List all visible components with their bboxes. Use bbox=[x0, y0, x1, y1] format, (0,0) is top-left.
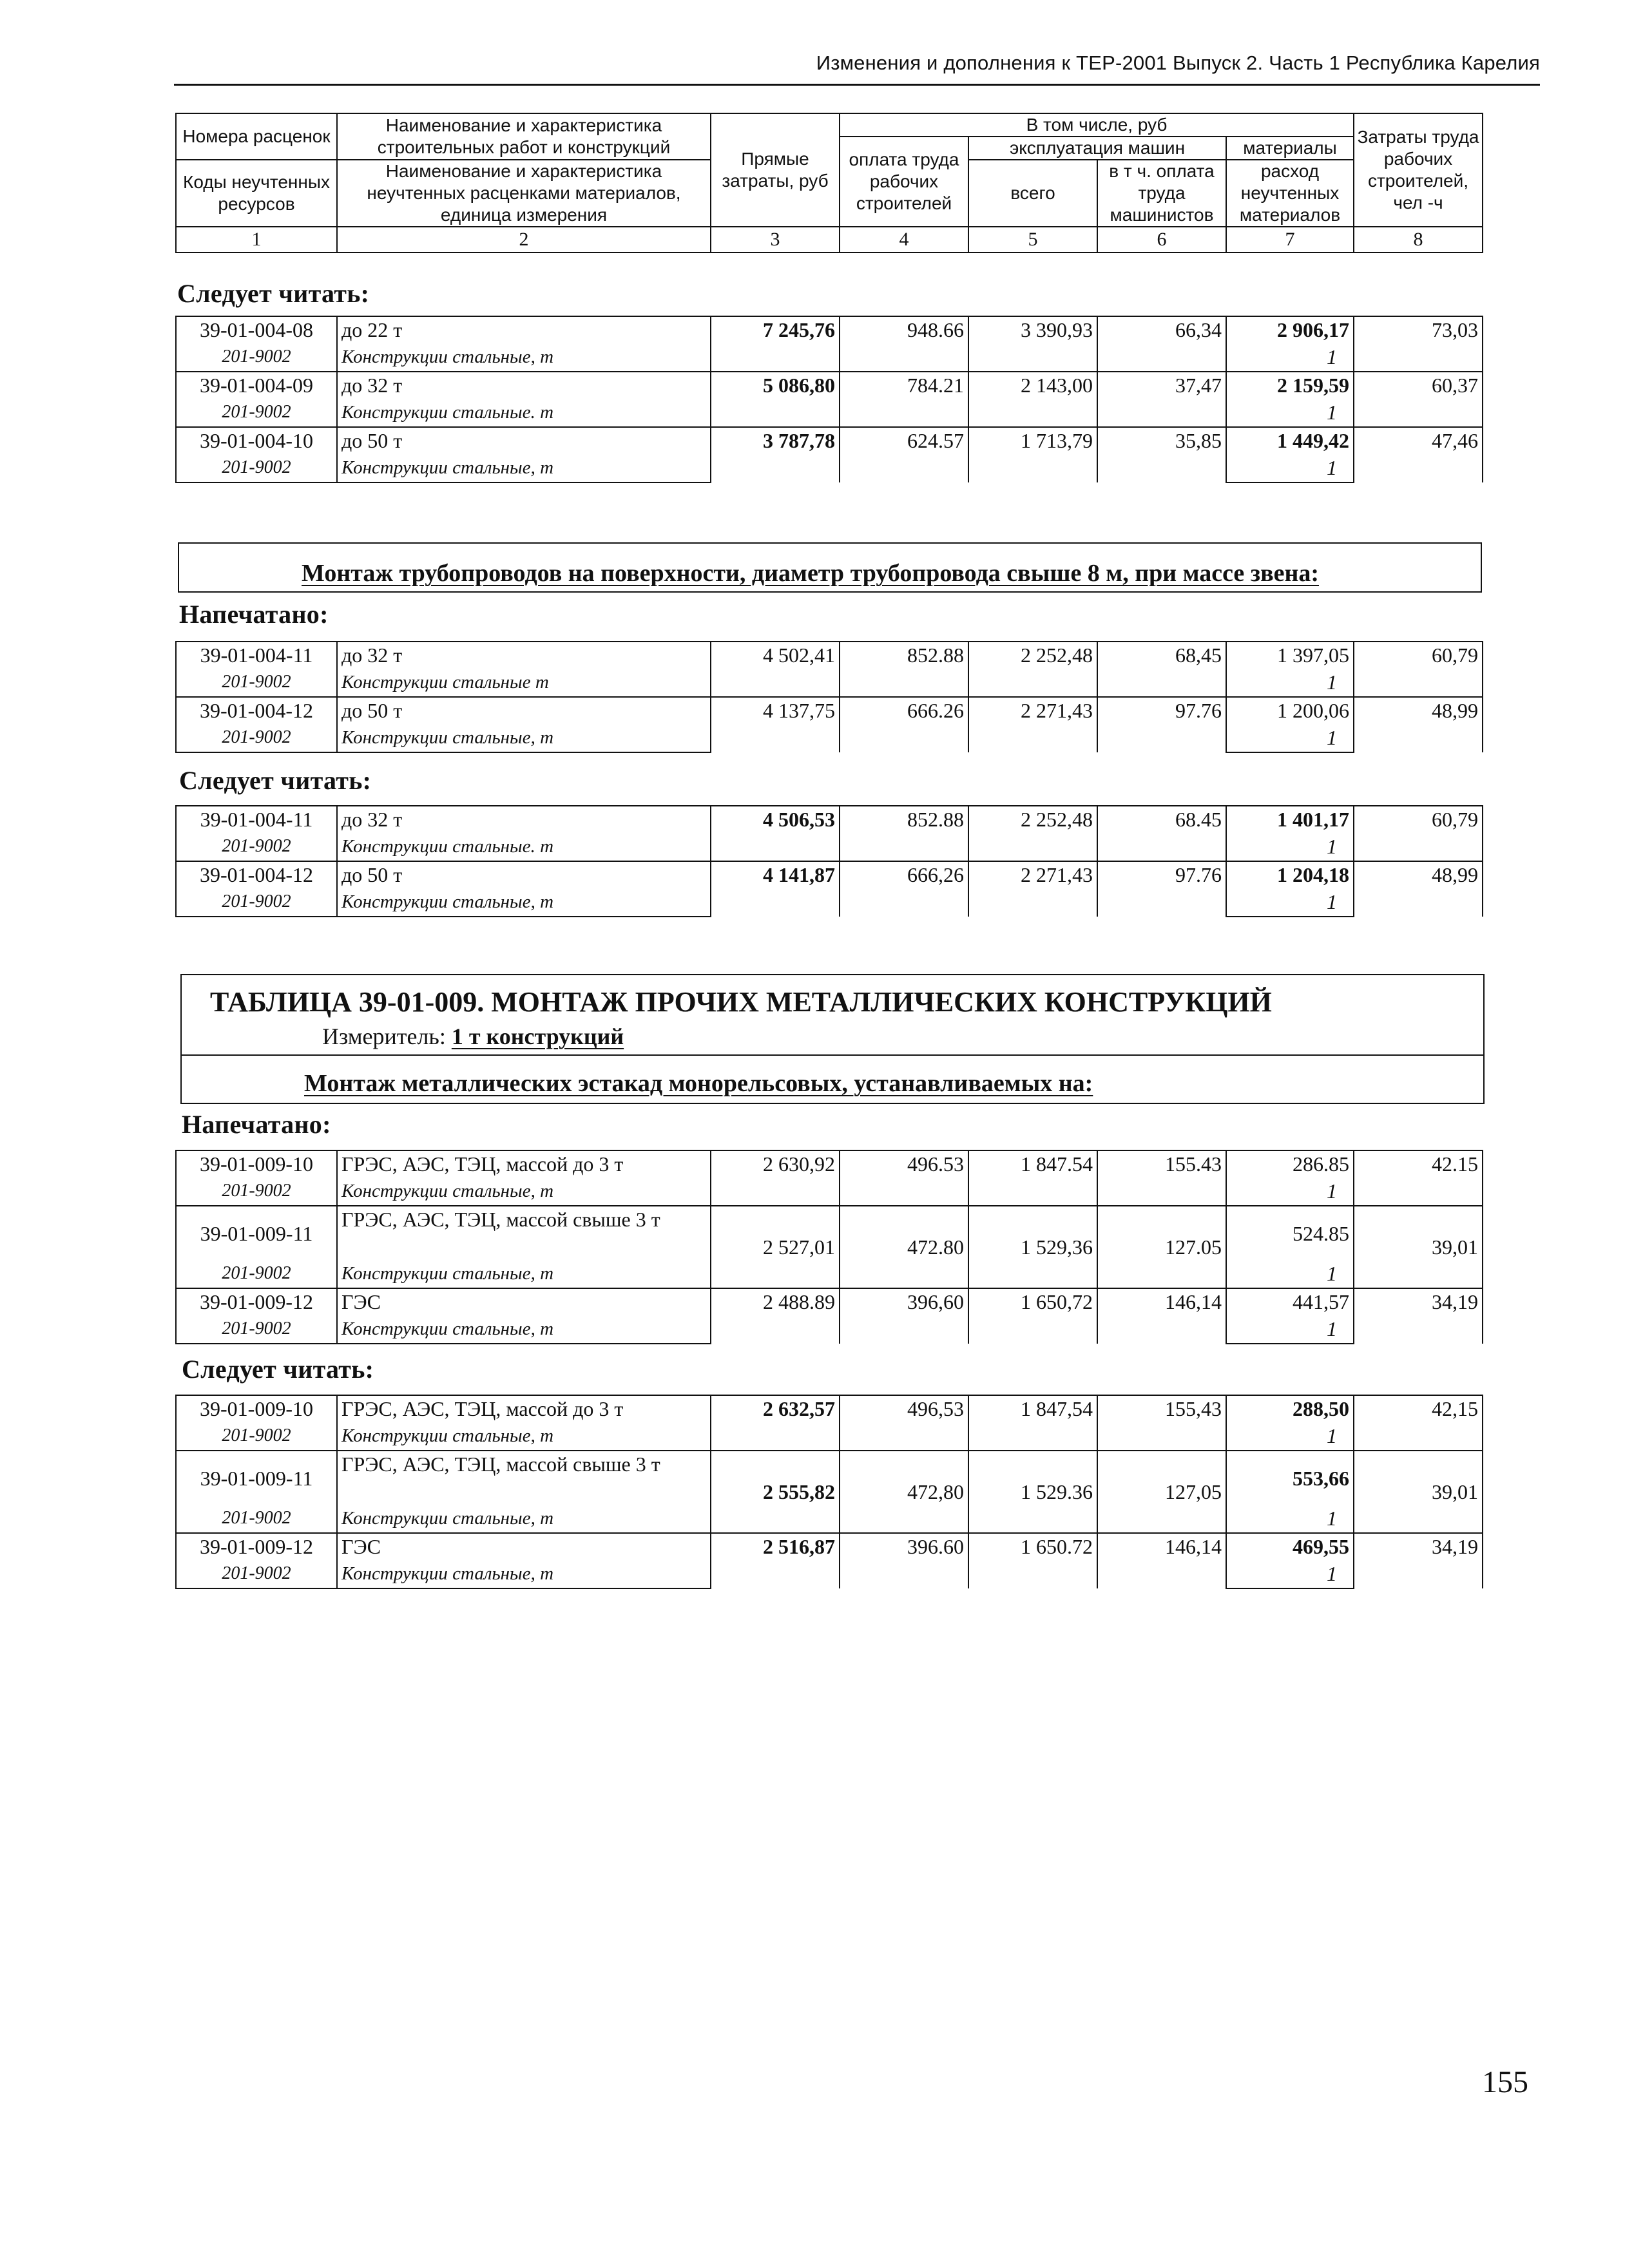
worker-wages: 852.88 bbox=[840, 806, 968, 861]
direct-costs: 2 516,87 bbox=[711, 1533, 840, 1588]
rate-code: 39-01-009-11 bbox=[176, 1206, 337, 1261]
rate-row-group bbox=[176, 1206, 1483, 1288]
resource-code: 201-9002 bbox=[176, 1178, 337, 1206]
rate-code: 39-01-009-11 bbox=[176, 1451, 337, 1505]
materials-cost: 469,55 bbox=[1226, 1533, 1354, 1561]
labor-hours: 39,01 bbox=[1354, 1451, 1483, 1533]
material-usage: 1 bbox=[1226, 399, 1354, 427]
materials-cost: 2 159,59 bbox=[1226, 372, 1354, 399]
materials-cost: 1 401,17 bbox=[1226, 806, 1354, 834]
rate-name: ГРЭС, АЭС, ТЭЦ, массой свыше 3 т bbox=[337, 1451, 711, 1505]
rates-table-a bbox=[175, 316, 1483, 483]
labor-hours: 39,01 bbox=[1354, 1206, 1483, 1288]
worker-wages: 472,80 bbox=[840, 1451, 968, 1533]
rate-row-group bbox=[176, 806, 1483, 861]
materials-cost: 1 200,06 bbox=[1226, 697, 1354, 725]
resource-code: 201-9002 bbox=[176, 725, 337, 752]
resource-name: Конструкции стальные, т bbox=[337, 1561, 711, 1588]
header-machines-total: всего bbox=[968, 160, 1097, 227]
machinist-wages: 155.43 bbox=[1097, 1150, 1226, 1206]
labor-hours: 42.15 bbox=[1354, 1150, 1483, 1206]
table-subtitle: Монтаж металлических эстакад монорельсовых, устанавливаемых на: bbox=[304, 1070, 1093, 1097]
resource-name: Конструкции стальные, т bbox=[337, 725, 711, 752]
title-box-divider bbox=[180, 1054, 1485, 1056]
machinist-wages: 66,34 bbox=[1097, 316, 1226, 372]
material-usage: 1 bbox=[1226, 1178, 1354, 1206]
resource-name: Конструкции стальные, т bbox=[337, 344, 711, 372]
rate-code: 39-01-004-08 bbox=[176, 316, 337, 344]
machinist-wages: 68.45 bbox=[1097, 806, 1226, 861]
header-num: 4 bbox=[840, 227, 968, 253]
measure-value: 1 т конструкций bbox=[451, 1024, 624, 1049]
section-label: Напечатано: bbox=[179, 600, 329, 629]
header-materials: материалы bbox=[1226, 137, 1354, 160]
rates-table-b-printed bbox=[175, 641, 1483, 753]
rate-row-group bbox=[176, 1533, 1483, 1588]
labor-hours: 60,37 bbox=[1354, 372, 1483, 427]
machinist-wages: 146,14 bbox=[1097, 1533, 1226, 1588]
direct-costs: 2 488.89 bbox=[711, 1288, 840, 1344]
rate-name: ГРЭС, АЭС, ТЭЦ, массой свыше 3 т bbox=[337, 1206, 711, 1261]
labor-hours: 34,19 bbox=[1354, 1288, 1483, 1344]
labor-hours: 60,79 bbox=[1354, 806, 1483, 861]
rate-row-group bbox=[176, 1288, 1483, 1344]
running-head: Изменения и дополнения к ТЕР-2001 Выпуск 2. Часть 1 Республика Карелия bbox=[816, 52, 1540, 74]
worker-wages: 472.80 bbox=[840, 1206, 968, 1288]
worker-wages: 948.66 bbox=[840, 316, 968, 372]
resource-name: Конструкции стальные. т bbox=[337, 399, 711, 427]
header-rate-numbers: Номера расценок bbox=[176, 113, 337, 160]
header-num: 6 bbox=[1097, 227, 1226, 253]
machinist-wages: 97.76 bbox=[1097, 697, 1226, 752]
labor-hours: 34,19 bbox=[1354, 1533, 1483, 1588]
direct-costs: 2 527,01 bbox=[711, 1206, 840, 1288]
rate-code: 39-01-009-12 bbox=[176, 1288, 337, 1316]
labor-hours: 73,03 bbox=[1354, 316, 1483, 372]
machines-total: 1 713,79 bbox=[968, 427, 1097, 482]
labor-hours: 47,46 bbox=[1354, 427, 1483, 482]
header-worker-wages: оплата труда рабочих строителей bbox=[840, 137, 968, 227]
worker-wages: 496,53 bbox=[840, 1395, 968, 1451]
rate-row-group bbox=[176, 372, 1483, 427]
resource-code: 201-9002 bbox=[176, 889, 337, 917]
measure-line bbox=[322, 1023, 624, 1050]
worker-wages: 624.57 bbox=[840, 427, 968, 482]
resource-code: 201-9002 bbox=[176, 455, 337, 482]
material-usage: 1 bbox=[1226, 1561, 1354, 1588]
header-num: 7 bbox=[1226, 227, 1354, 253]
measure-label: Измеритель: bbox=[322, 1024, 446, 1049]
resource-name: Конструкции стальные, т bbox=[337, 889, 711, 917]
rate-code: 39-01-009-10 bbox=[176, 1150, 337, 1178]
worker-wages: 784.21 bbox=[840, 372, 968, 427]
rate-name: до 22 т bbox=[337, 316, 711, 344]
header-resource-codes: Коды неучтенных ресурсов bbox=[176, 160, 337, 227]
header-material-name: Наименование и характеристика неучтенных расценками материалов, единица измерения bbox=[337, 160, 711, 227]
rate-name: до 50 т bbox=[337, 427, 711, 455]
machinist-wages: 127.05 bbox=[1097, 1206, 1226, 1288]
section-label: Следует читать: bbox=[179, 766, 372, 795]
direct-costs: 4 502,41 bbox=[711, 642, 840, 697]
resource-name: Конструкции стальные, т bbox=[337, 455, 711, 482]
materials-cost: 1 204,18 bbox=[1226, 861, 1354, 889]
machines-total: 1 529,36 bbox=[968, 1206, 1097, 1288]
materials-cost: 286.85 bbox=[1226, 1150, 1354, 1178]
rate-row-group bbox=[176, 1395, 1483, 1451]
resource-code: 201-9002 bbox=[176, 344, 337, 372]
worker-wages: 496.53 bbox=[840, 1150, 968, 1206]
direct-costs: 2 630,92 bbox=[711, 1150, 840, 1206]
worker-wages: 396.60 bbox=[840, 1533, 968, 1588]
rate-row-group bbox=[176, 427, 1483, 482]
material-usage: 1 bbox=[1226, 1423, 1354, 1451]
table-title: ТАБЛИЦА 39-01-009. МОНТАЖ ПРОЧИХ МЕТАЛЛИЧЕСКИХ КОНСТРУКЦИЙ bbox=[210, 986, 1272, 1018]
materials-cost: 553,66 bbox=[1226, 1451, 1354, 1505]
machinist-wages: 35,85 bbox=[1097, 427, 1226, 482]
machines-total: 3 390,93 bbox=[968, 316, 1097, 372]
worker-wages: 852.88 bbox=[840, 642, 968, 697]
direct-costs: 2 555,82 bbox=[711, 1451, 840, 1533]
direct-costs: 7 245,76 bbox=[711, 316, 840, 372]
rate-code: 39-01-004-12 bbox=[176, 861, 337, 889]
rate-code: 39-01-004-11 bbox=[176, 806, 337, 834]
machinist-wages: 68,45 bbox=[1097, 642, 1226, 697]
resource-name: Конструкции стальные т bbox=[337, 669, 711, 697]
header-including-group: В том числе, руб bbox=[840, 113, 1354, 137]
section-heading: Монтаж трубопроводов на поверхности, диаметр трубопровода свыше 8 м, при массе звена: bbox=[302, 560, 1320, 587]
direct-costs: 4 141,87 bbox=[711, 861, 840, 917]
machinist-wages: 97.76 bbox=[1097, 861, 1226, 917]
rate-name: ГРЭС, АЭС, ТЭЦ, массой до 3 т bbox=[337, 1395, 711, 1423]
resource-name: Конструкции стальные, т bbox=[337, 1505, 711, 1533]
direct-costs: 4 506,53 bbox=[711, 806, 840, 861]
header-labor-hours: Затраты труда рабочих строителей, чел -ч bbox=[1354, 113, 1483, 227]
section-label: Напечатано: bbox=[182, 1110, 331, 1139]
rate-code: 39-01-004-10 bbox=[176, 427, 337, 455]
rate-code: 39-01-004-12 bbox=[176, 697, 337, 725]
header-material-usage: расход неучтенных материалов bbox=[1226, 160, 1354, 227]
material-usage: 1 bbox=[1226, 669, 1354, 697]
machines-total: 2 271,43 bbox=[968, 861, 1097, 917]
resource-code: 201-9002 bbox=[176, 399, 337, 427]
machines-total: 2 143,00 bbox=[968, 372, 1097, 427]
machinist-wages: 37,47 bbox=[1097, 372, 1226, 427]
header-rule bbox=[174, 84, 1540, 86]
material-usage: 1 bbox=[1226, 455, 1354, 482]
machines-total: 1 847.54 bbox=[968, 1150, 1097, 1206]
machinist-wages: 155,43 bbox=[1097, 1395, 1226, 1451]
material-usage: 1 bbox=[1226, 344, 1354, 372]
rate-code: 39-01-004-09 bbox=[176, 372, 337, 399]
rate-name: до 32 т bbox=[337, 642, 711, 669]
materials-cost: 2 906,17 bbox=[1226, 316, 1354, 344]
material-usage: 1 bbox=[1226, 889, 1354, 917]
machines-total: 2 271,43 bbox=[968, 697, 1097, 752]
header-num: 8 bbox=[1354, 227, 1483, 253]
resource-code: 201-9002 bbox=[176, 834, 337, 861]
resource-code: 201-9002 bbox=[176, 1261, 337, 1288]
rate-row-group bbox=[176, 1150, 1483, 1206]
section-label: Следует читать: bbox=[177, 279, 370, 308]
material-usage: 1 bbox=[1226, 725, 1354, 752]
resource-name: Конструкции стальные, т bbox=[337, 1178, 711, 1206]
rate-row-group bbox=[176, 1451, 1483, 1533]
page-number: 155 bbox=[1482, 2065, 1528, 2099]
material-usage: 1 bbox=[1226, 1505, 1354, 1533]
machines-total: 1 650.72 bbox=[968, 1533, 1097, 1588]
header-machinist-wages: в т ч. оплата труда машинистов bbox=[1097, 160, 1226, 227]
section-label: Следует читать: bbox=[182, 1355, 374, 1384]
rate-name: до 32 т bbox=[337, 372, 711, 399]
rate-name: ГЭС bbox=[337, 1533, 711, 1561]
machines-total: 1 847,54 bbox=[968, 1395, 1097, 1451]
rate-row-group bbox=[176, 642, 1483, 697]
rate-name: до 50 т bbox=[337, 697, 711, 725]
machines-total: 1 650,72 bbox=[968, 1288, 1097, 1344]
rates-table-c-printed bbox=[175, 1150, 1483, 1344]
material-usage: 1 bbox=[1226, 834, 1354, 861]
rate-row-group bbox=[176, 697, 1483, 752]
machinist-wages: 146,14 bbox=[1097, 1288, 1226, 1344]
machines-total: 1 529.36 bbox=[968, 1451, 1097, 1533]
rate-code: 39-01-009-12 bbox=[176, 1533, 337, 1561]
worker-wages: 396,60 bbox=[840, 1288, 968, 1344]
rate-name: ГЭС bbox=[337, 1288, 711, 1316]
direct-costs: 4 137,75 bbox=[711, 697, 840, 752]
material-usage: 1 bbox=[1226, 1261, 1354, 1288]
resource-name: Конструкции стальные, т bbox=[337, 1423, 711, 1451]
header-num: 2 bbox=[337, 227, 711, 253]
materials-cost: 288,50 bbox=[1226, 1395, 1354, 1423]
machinist-wages: 127,05 bbox=[1097, 1451, 1226, 1533]
header-machines: эксплуатация машин bbox=[968, 137, 1226, 160]
materials-cost: 1 449,42 bbox=[1226, 427, 1354, 455]
resource-code: 201-9002 bbox=[176, 1423, 337, 1451]
header-direct-costs: Прямые затраты, руб bbox=[711, 113, 840, 227]
rate-row-group bbox=[176, 316, 1483, 372]
header-num: 1 bbox=[176, 227, 337, 253]
materials-cost: 524.85 bbox=[1226, 1206, 1354, 1261]
worker-wages: 666.26 bbox=[840, 697, 968, 752]
direct-costs: 2 632,57 bbox=[711, 1395, 840, 1451]
material-usage: 1 bbox=[1226, 1316, 1354, 1344]
direct-costs: 5 086,80 bbox=[711, 372, 840, 427]
rate-row-group bbox=[176, 861, 1483, 917]
worker-wages: 666,26 bbox=[840, 861, 968, 917]
materials-cost: 441,57 bbox=[1226, 1288, 1354, 1316]
labor-hours: 42,15 bbox=[1354, 1395, 1483, 1451]
resource-name: Конструкции стальные, т bbox=[337, 1261, 711, 1288]
resource-code: 201-9002 bbox=[176, 1505, 337, 1533]
machines-total: 2 252,48 bbox=[968, 642, 1097, 697]
rates-table-c-read bbox=[175, 1395, 1483, 1589]
resource-name: Конструкции стальные, т bbox=[337, 1316, 711, 1344]
labor-hours: 48,99 bbox=[1354, 861, 1483, 917]
rate-code: 39-01-009-10 bbox=[176, 1395, 337, 1423]
rate-name: до 50 т bbox=[337, 861, 711, 889]
rate-name: ГРЭС, АЭС, ТЭЦ, массой до 3 т bbox=[337, 1150, 711, 1178]
header-work-name: Наименование и характеристика строительных работ и конструкций bbox=[337, 113, 711, 160]
header-num: 3 bbox=[711, 227, 840, 253]
resource-code: 201-9002 bbox=[176, 669, 337, 697]
labor-hours: 48,99 bbox=[1354, 697, 1483, 752]
materials-cost: 1 397,05 bbox=[1226, 642, 1354, 669]
rate-code: 39-01-004-11 bbox=[176, 642, 337, 669]
header-num: 5 bbox=[968, 227, 1097, 253]
column-header-table bbox=[175, 113, 1483, 253]
rates-table-b-read bbox=[175, 805, 1483, 917]
machines-total: 2 252,48 bbox=[968, 806, 1097, 861]
resource-code: 201-9002 bbox=[176, 1561, 337, 1588]
labor-hours: 60,79 bbox=[1354, 642, 1483, 697]
resource-name: Конструкции стальные. т bbox=[337, 834, 711, 861]
direct-costs: 3 787,78 bbox=[711, 427, 840, 482]
rate-name: до 32 т bbox=[337, 806, 711, 834]
resource-code: 201-9002 bbox=[176, 1316, 337, 1344]
